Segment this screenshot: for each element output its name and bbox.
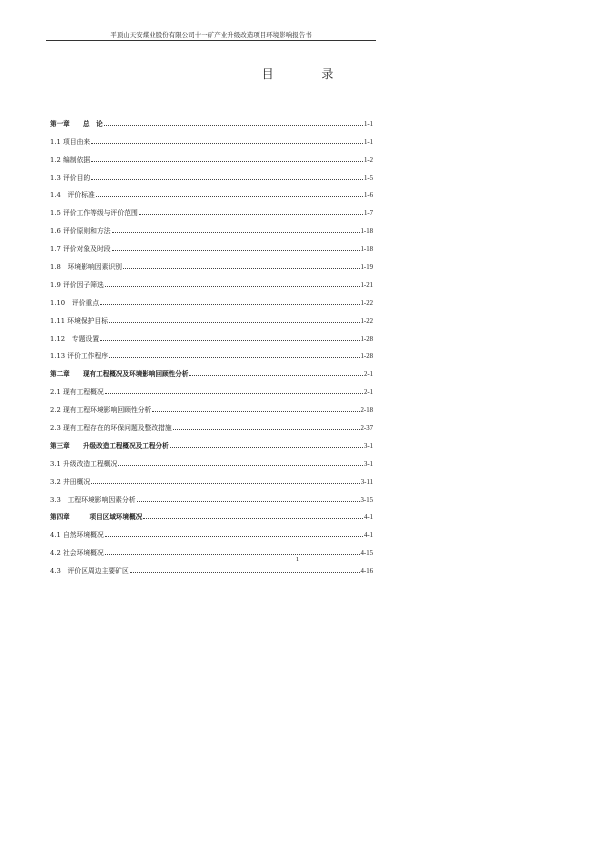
toc-entry[interactable]: [50, 414, 373, 432]
toc-entry-label: 第四章 项目区域环境概况: [50, 513, 143, 522]
toc-entry-label: 2.2 现有工程环境影响回顾性分析: [50, 406, 152, 415]
toc-entry-label: 1.7 评价对象及时段: [50, 245, 111, 254]
toc-leader-dots: [100, 340, 359, 341]
toc-entry-page: 1-22: [360, 299, 373, 307]
toc-entry[interactable]: [50, 378, 373, 396]
table-of-contents: [50, 110, 373, 575]
toc-entry[interactable]: [50, 343, 373, 361]
toc-entry-page: 4-1: [363, 532, 373, 540]
toc-leader-dots: [91, 179, 363, 180]
toc-entry-page: 1-7: [363, 210, 373, 218]
toc-entry-page: 1-28: [360, 335, 373, 343]
toc-entry-page: 2-18: [360, 407, 373, 415]
toc-entry-page: 1-5: [363, 174, 373, 182]
toc-entry-label: 3.3 工程环境影响因素分析: [50, 495, 136, 504]
toc-entry-page: 1-18: [360, 228, 373, 236]
toc-leader-dots: [143, 518, 363, 519]
toc-entry-page: 3-1: [363, 460, 373, 468]
toc-chapter-entry[interactable]: [50, 110, 373, 128]
toc-entry-label: 1.5 评价工作等级与评价范围: [50, 209, 138, 218]
toc-entry[interactable]: [50, 182, 373, 200]
toc-entry-label: 3.1 升级改造工程概况: [50, 459, 118, 468]
toc-entry-page: 3-11: [360, 478, 373, 486]
toc-entry-label: 1.12 专题设置: [50, 334, 100, 343]
toc-leader-dots: [137, 501, 360, 502]
toc-entry-label: 1.13 评价工作程序: [50, 352, 109, 361]
toc-leader-dots: [105, 393, 363, 394]
toc-entry-page: 1-18: [360, 246, 373, 254]
toc-entry-page: 4-1: [363, 514, 373, 522]
running-header: 平顶山天安煤业股份有限公司十一矿产业升级改造项目环境影响报告书: [110, 31, 312, 39]
toc-entry-label: 第二章 现有工程概况及环境影响回顾性分析: [50, 370, 189, 379]
toc-leader-dots: [109, 322, 359, 323]
toc-entry[interactable]: [50, 217, 373, 235]
toc-entry[interactable]: [50, 199, 373, 217]
toc-entry-page: 1-19: [360, 264, 373, 272]
toc-entry[interactable]: [50, 450, 373, 468]
toc-entry-label: 1.9 评价因子筛选: [50, 280, 104, 289]
toc-entry-page: 2-1: [363, 371, 373, 379]
toc-entry-label: 4.1 自然环境概况: [50, 531, 104, 540]
toc-leader-dots: [123, 268, 360, 269]
toc-entry[interactable]: [50, 235, 373, 253]
toc-entry[interactable]: [50, 468, 373, 486]
toc-entry[interactable]: [50, 325, 373, 343]
toc-entry-label: 2.1 现有工程概况: [50, 388, 104, 397]
toc-chapter-entry[interactable]: [50, 360, 373, 378]
toc-leader-dots: [173, 429, 360, 430]
page-title: 目 录: [261, 67, 356, 81]
toc-leader-dots: [105, 536, 363, 537]
toc-leader-dots: [130, 572, 360, 573]
toc-entry-page: 1-28: [360, 353, 373, 361]
toc-entry-label: 1.1 项目由来: [50, 137, 91, 146]
toc-entry[interactable]: [50, 396, 373, 414]
toc-entry-label: 1.4 评价标准: [50, 191, 95, 200]
toc-entry-label: 4.3 评价区周边主要矿区: [50, 567, 129, 576]
toc-entry[interactable]: [50, 253, 373, 271]
toc-leader-dots: [139, 214, 363, 215]
toc-entry-label: 1.2 编制依据: [50, 155, 91, 164]
toc-entry-page: 2-37: [360, 425, 373, 433]
toc-entry-label: 第三章 升级改造工程概况及工程分析: [50, 441, 169, 450]
toc-entry-label: 1.10 评价重点: [50, 298, 100, 307]
toc-entry-page: 2-1: [363, 389, 373, 397]
toc-entry-page: 1-6: [363, 192, 373, 200]
toc-leader-dots: [91, 483, 360, 484]
toc-leader-dots: [152, 411, 359, 412]
toc-entry[interactable]: [50, 521, 373, 539]
toc-entry[interactable]: [50, 271, 373, 289]
toc-entry-page: 4-16: [360, 568, 373, 576]
toc-leader-dots: [96, 196, 363, 197]
toc-entry-label: 1.6 评价原则和方法: [50, 227, 111, 236]
toc-entry-label: 1.3 评价目的: [50, 173, 91, 182]
toc-entry-label: 1.8 环境影响因素识别: [50, 263, 122, 272]
toc-entry-label: 4.2 社会环境概况: [50, 549, 104, 558]
toc-entry-label: 第一章 总 论: [50, 119, 103, 128]
toc-leader-dots: [105, 286, 360, 287]
toc-leader-dots: [112, 232, 360, 233]
toc-entry[interactable]: [50, 164, 373, 182]
header-rule: [46, 40, 376, 41]
toc-entry-page: 1-22: [360, 317, 373, 325]
toc-entry-label: 2.3 现有工程存在的环保问题及整改措施: [50, 424, 172, 433]
toc-chapter-entry[interactable]: [50, 432, 373, 450]
toc-entry-page: 3-15: [360, 496, 373, 504]
toc-entry-page: 1-1: [363, 138, 373, 146]
toc-entry-page: 1-2: [363, 156, 373, 164]
toc-entry-page: 3-1: [363, 442, 373, 450]
toc-leader-dots: [118, 465, 363, 466]
toc-entry[interactable]: [50, 539, 373, 557]
page-number: 1: [295, 556, 300, 563]
toc-entry-label: 1.11 环境保护目标: [50, 316, 109, 325]
toc-entry-page: 4-15: [360, 550, 373, 558]
toc-leader-dots: [91, 143, 363, 144]
toc-entry[interactable]: [50, 307, 373, 325]
toc-leader-dots: [91, 161, 363, 162]
toc-entry-label: 3.2 井田概况: [50, 477, 91, 486]
toc-entry[interactable]: [50, 289, 373, 307]
toc-entry[interactable]: [50, 146, 373, 164]
toc-entry[interactable]: [50, 128, 373, 146]
toc-leader-dots: [170, 447, 363, 448]
toc-entry-page: 1-21: [360, 281, 373, 289]
toc-entry-page: 1-1: [363, 120, 373, 128]
toc-leader-dots: [104, 125, 363, 126]
toc-leader-dots: [112, 250, 360, 251]
toc-entry[interactable]: [50, 486, 373, 504]
toc-leader-dots: [100, 304, 359, 305]
toc-chapter-entry[interactable]: [50, 504, 373, 522]
toc-leader-dots: [109, 357, 359, 358]
toc-leader-dots: [189, 375, 362, 376]
